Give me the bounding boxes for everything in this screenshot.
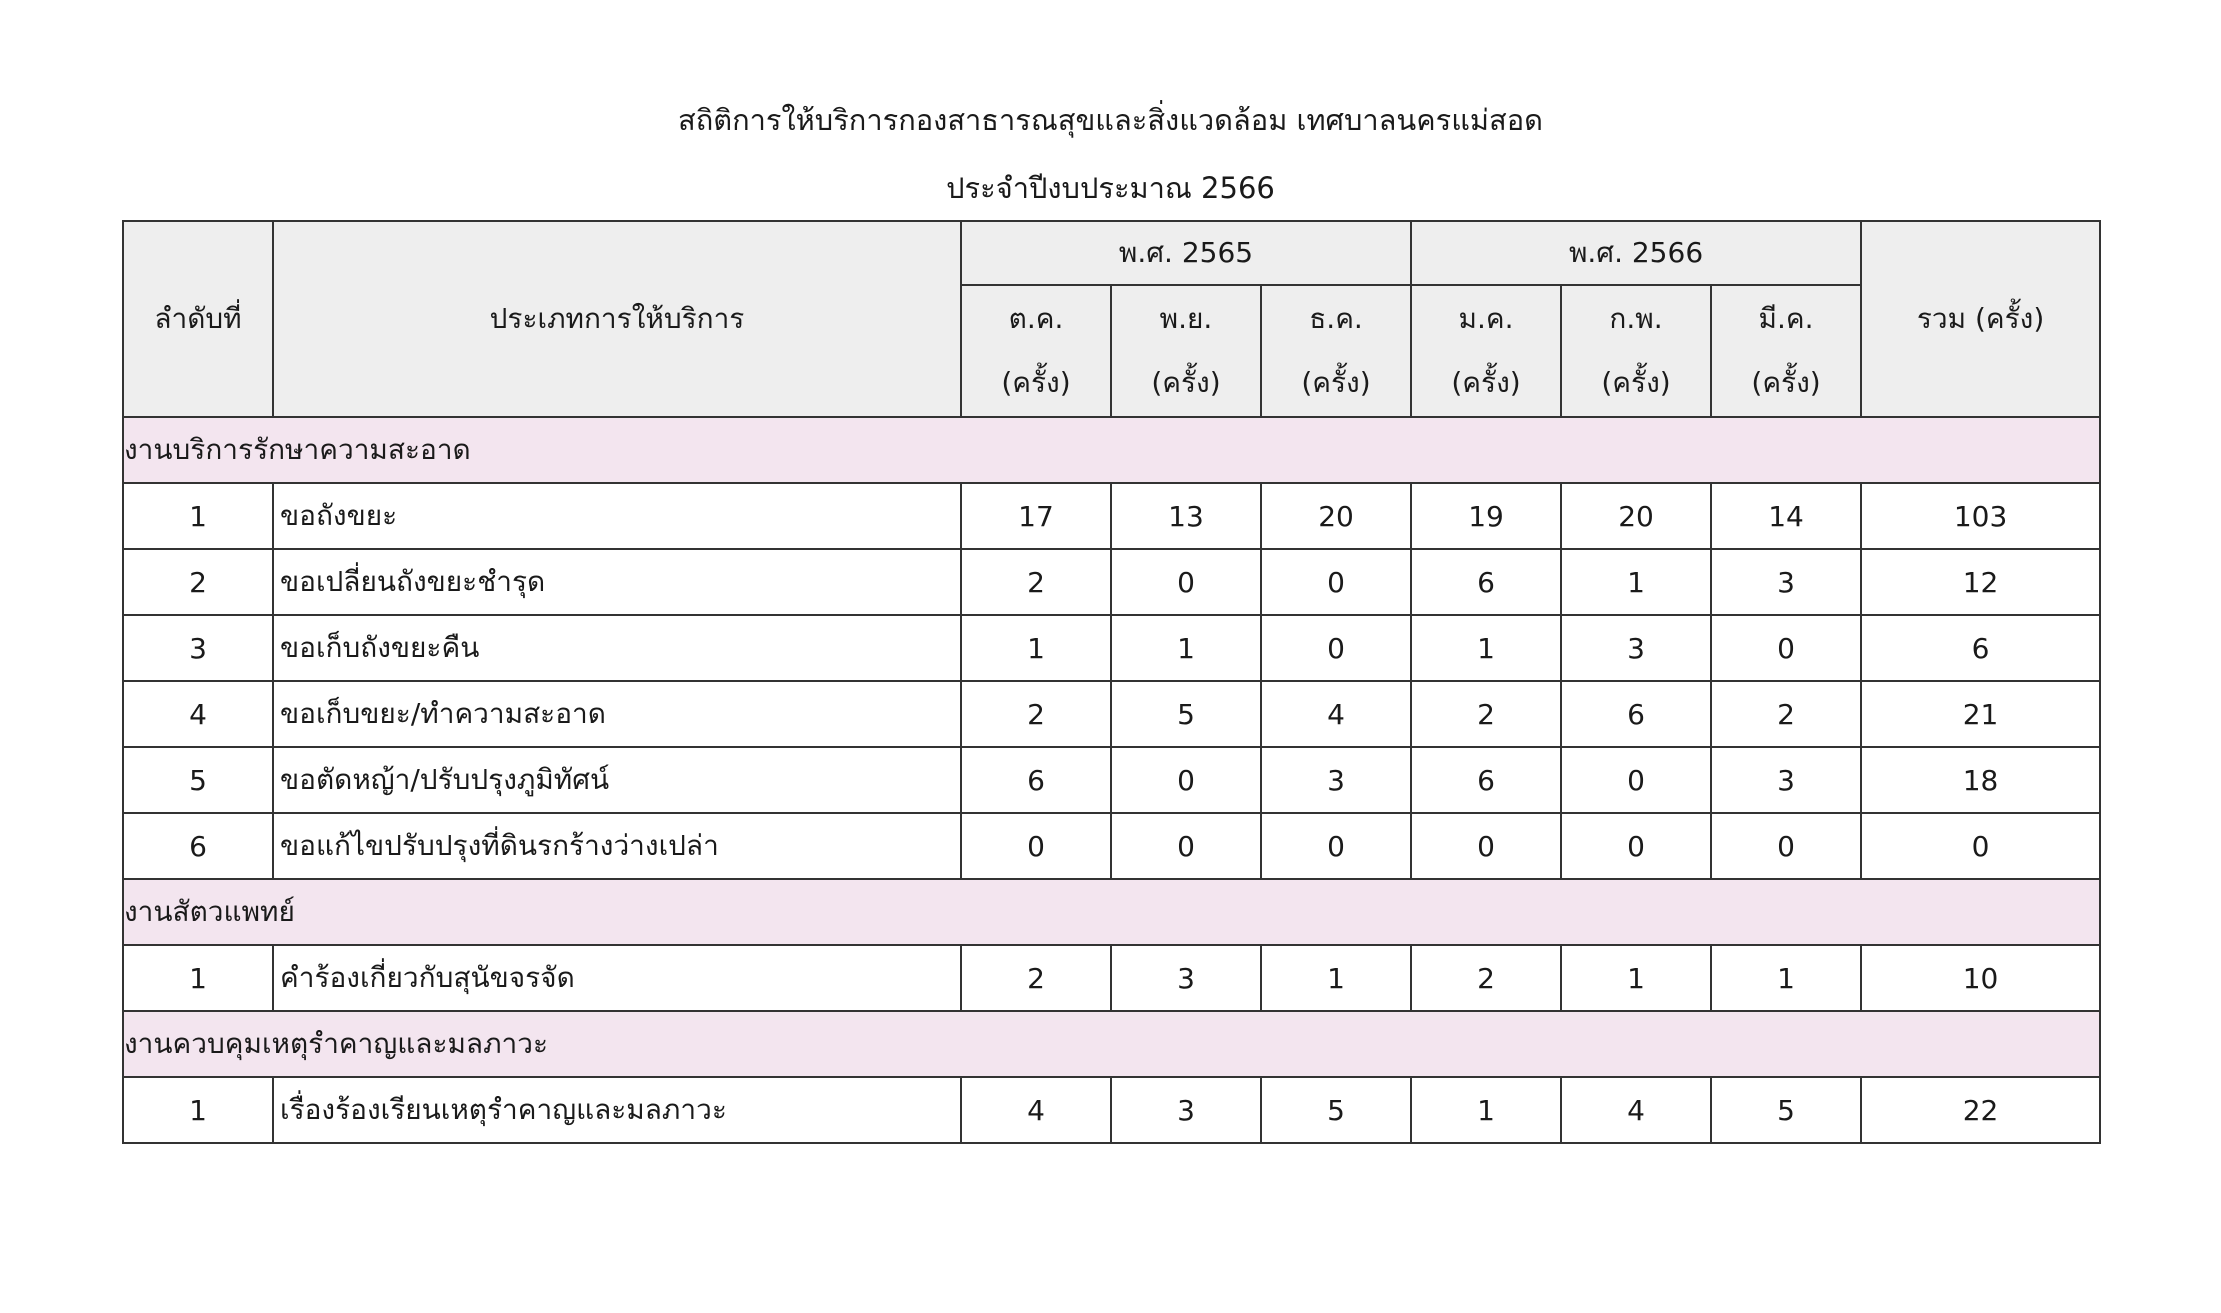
- column-header-year-2566: พ.ศ. 2566: [1411, 221, 1861, 285]
- monthly-count: 1: [1561, 945, 1711, 1011]
- monthly-count: 3: [1711, 747, 1861, 813]
- column-header-month: มี.ค. (ครั้ง): [1711, 285, 1861, 417]
- row-total: 12: [1861, 549, 2100, 615]
- monthly-count: 3: [1111, 945, 1261, 1011]
- monthly-count: 1: [1261, 945, 1411, 1011]
- document-subtitle: ประจำปีงบประมาณ 2566: [946, 171, 1275, 205]
- monthly-count: 5: [1711, 1077, 1861, 1143]
- monthly-count: 0: [1561, 747, 1711, 813]
- monthly-count: 1: [1111, 615, 1261, 681]
- monthly-count: 1: [1561, 549, 1711, 615]
- monthly-count: 3: [1561, 615, 1711, 681]
- column-header-year-2565: พ.ศ. 2565: [961, 221, 1411, 285]
- monthly-count: 0: [1411, 813, 1561, 879]
- monthly-count: 0: [1261, 813, 1411, 879]
- monthly-count: 2: [961, 549, 1111, 615]
- monthly-count: 0: [961, 813, 1111, 879]
- column-header-month: พ.ย. (ครั้ง): [1111, 285, 1261, 417]
- monthly-count: 6: [1411, 747, 1561, 813]
- monthly-count: 0: [1561, 813, 1711, 879]
- table-header: [123, 221, 2100, 417]
- monthly-count: 19: [1411, 483, 1561, 549]
- monthly-count: 0: [1111, 747, 1261, 813]
- table-row: [123, 615, 2100, 681]
- monthly-count: 14: [1711, 483, 1861, 549]
- section-header-row: [123, 879, 2100, 945]
- column-header-service: ประเภทการให้บริการ: [273, 221, 961, 417]
- monthly-count: 3: [1111, 1077, 1261, 1143]
- section-title: งานควบคุมเหตุรำคาญและมลภาวะ: [123, 1011, 2100, 1077]
- monthly-count: 1: [1711, 945, 1861, 1011]
- table-row: [123, 1077, 2100, 1143]
- monthly-count: 6: [961, 747, 1111, 813]
- row-total: 6: [1861, 615, 2100, 681]
- monthly-count: 4: [1261, 681, 1411, 747]
- table-row: [123, 813, 2100, 879]
- statistics-table: [122, 220, 2101, 1144]
- monthly-count: 5: [1261, 1077, 1411, 1143]
- monthly-count: 20: [1261, 483, 1411, 549]
- service-name: คำร้องเกี่ยวกับสุนัขจรจัด: [273, 945, 961, 1011]
- monthly-count: 17: [961, 483, 1111, 549]
- document-title: สถิติการให้บริการกองสาธารณสุขและสิ่งแวดล้อม เทศบาลนครแม่สอด: [678, 103, 1543, 137]
- monthly-count: 4: [961, 1077, 1111, 1143]
- monthly-count: 3: [1711, 549, 1861, 615]
- column-header-month: ต.ค. (ครั้ง): [961, 285, 1111, 417]
- row-total: 21: [1861, 681, 2100, 747]
- monthly-count: 20: [1561, 483, 1711, 549]
- column-header-month: ม.ค. (ครั้ง): [1411, 285, 1561, 417]
- monthly-count: 0: [1711, 615, 1861, 681]
- row-number: 6: [123, 813, 273, 879]
- monthly-count: 5: [1111, 681, 1261, 747]
- monthly-count: 6: [1561, 681, 1711, 747]
- monthly-count: 1: [1411, 1077, 1561, 1143]
- section-header-row: [123, 417, 2100, 483]
- row-number: 3: [123, 615, 273, 681]
- table-body: [123, 417, 2100, 1143]
- section-title: งานสัตวแพทย์: [123, 879, 2100, 945]
- monthly-count: 13: [1111, 483, 1261, 549]
- service-name: ขอเปลี่ยนถังขยะชำรุด: [273, 549, 961, 615]
- monthly-count: 0: [1261, 549, 1411, 615]
- section-header-row: [123, 1011, 2100, 1077]
- monthly-count: 2: [961, 945, 1111, 1011]
- service-name: ขอถังขยะ: [273, 483, 961, 549]
- section-title: งานบริการรักษาความสะอาด: [123, 417, 2100, 483]
- monthly-count: 0: [1261, 615, 1411, 681]
- row-number: 5: [123, 747, 273, 813]
- row-number: 2: [123, 549, 273, 615]
- monthly-count: 1: [1411, 615, 1561, 681]
- column-header-month: ก.พ. (ครั้ง): [1561, 285, 1711, 417]
- monthly-count: 1: [961, 615, 1111, 681]
- monthly-count: 0: [1111, 549, 1261, 615]
- monthly-count: 0: [1711, 813, 1861, 879]
- row-number: 1: [123, 1077, 273, 1143]
- row-total: 103: [1861, 483, 2100, 549]
- row-number: 1: [123, 483, 273, 549]
- monthly-count: 2: [1711, 681, 1861, 747]
- service-name: ขอตัดหญ้า/ปรับปรุงภูมิทัศน์: [273, 747, 961, 813]
- table-row: [123, 945, 2100, 1011]
- service-name: ขอเก็บถังขยะคืน: [273, 615, 961, 681]
- column-header-total: รวม (ครั้ง): [1861, 221, 2100, 417]
- monthly-count: 2: [1411, 681, 1561, 747]
- service-name: ขอแก้ไขปรับปรุงที่ดินรกร้างว่างเปล่า: [273, 813, 961, 879]
- column-header-order: ลำดับที่: [123, 221, 273, 417]
- monthly-count: 4: [1561, 1077, 1711, 1143]
- row-total: 22: [1861, 1077, 2100, 1143]
- table-row: [123, 747, 2100, 813]
- row-total: 10: [1861, 945, 2100, 1011]
- row-total: 18: [1861, 747, 2100, 813]
- row-number: 4: [123, 681, 273, 747]
- table-row: [123, 549, 2100, 615]
- row-total: 0: [1861, 813, 2100, 879]
- monthly-count: 2: [961, 681, 1111, 747]
- monthly-count: 2: [1411, 945, 1561, 1011]
- table-row: [123, 681, 2100, 747]
- table-row: [123, 483, 2100, 549]
- service-name: ขอเก็บขยะ/ทำความสะอาด: [273, 681, 961, 747]
- monthly-count: 3: [1261, 747, 1411, 813]
- column-header-month: ธ.ค. (ครั้ง): [1261, 285, 1411, 417]
- service-name: เรื่องร้องเรียนเหตุรำคาญและมลภาวะ: [273, 1077, 961, 1143]
- monthly-count: 6: [1411, 549, 1561, 615]
- row-number: 1: [123, 945, 273, 1011]
- monthly-count: 0: [1111, 813, 1261, 879]
